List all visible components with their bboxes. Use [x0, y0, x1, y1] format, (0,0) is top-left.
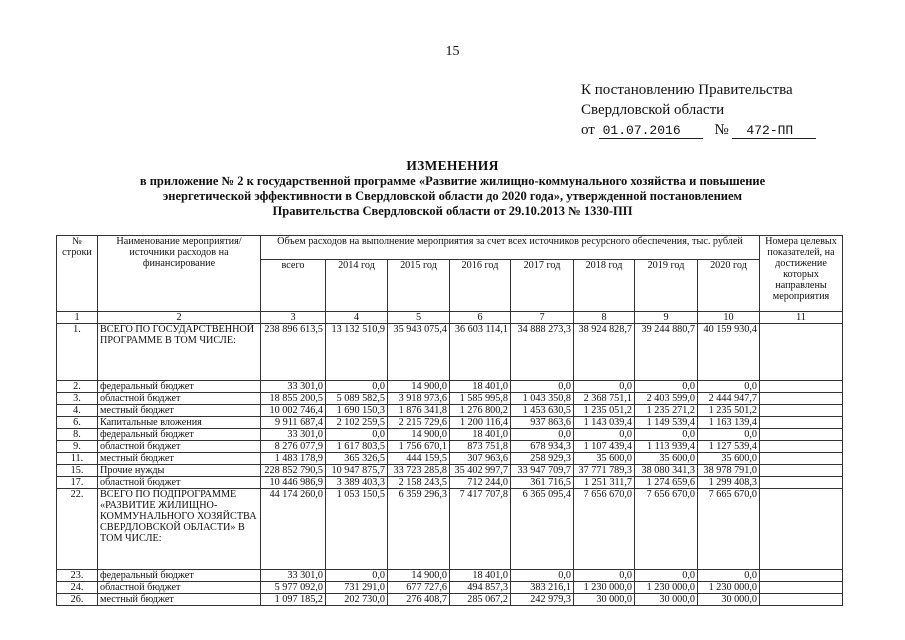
- cell-total: 33 301,0: [261, 429, 326, 441]
- table-row: [57, 429, 843, 441]
- row-number: 17.: [57, 477, 98, 489]
- title-line-2: энергетической эффективности в Свердловской области до 2020 года», утвержденной постановлением: [162, 189, 743, 203]
- cell-y2017: 33 947 709,7: [511, 465, 574, 477]
- cell-y2019: 1 274 659,6: [635, 477, 698, 489]
- row-targets: [760, 465, 843, 477]
- cell-y2017: 383 216,1: [511, 582, 574, 594]
- page-number: 15: [445, 44, 460, 59]
- cell-total: 18 855 200,5: [261, 393, 326, 405]
- table-row: [57, 453, 843, 465]
- header-year: 2015 год: [388, 260, 450, 312]
- cell-y2020: 1 235 501,2: [698, 405, 760, 417]
- cell-y2014: 365 326,5: [326, 453, 388, 465]
- cell-y2017: 678 934,3: [511, 441, 574, 453]
- cell-y2018: 1 107 439,4: [574, 441, 635, 453]
- cell-y2020: 1 163 139,4: [698, 417, 760, 429]
- row-number: 15.: [57, 465, 98, 477]
- title-line-1: в приложение № 2 к государственной программе «Развитие жилищно-коммунального хозяйства и повышение: [139, 174, 766, 188]
- cell-y2020: 38 978 791,0: [698, 465, 760, 477]
- row-number: 6.: [57, 417, 98, 429]
- column-index: 6: [450, 312, 511, 324]
- cell-y2016: 18 401,0: [450, 570, 511, 582]
- row-name: местный бюджет: [98, 405, 261, 417]
- row-targets: [760, 477, 843, 489]
- cell-y2019: 1 230 000,0: [635, 582, 698, 594]
- cell-total: 9 911 687,4: [261, 417, 326, 429]
- cell-y2019: 30 000,0: [635, 594, 698, 606]
- row-name: областной бюджет: [98, 582, 261, 594]
- cell-total: 44 174 260,0: [261, 489, 326, 570]
- row-name: Капитальные вложения: [98, 417, 261, 429]
- column-index: 5: [388, 312, 450, 324]
- cell-y2015: 14 900,0: [388, 570, 450, 582]
- row-name: ВСЕГО ПО ГОСУДАРСТВЕННОЙ ПРОГРАММЕ В ТОМ ЧИСЛЕ:: [98, 324, 261, 381]
- attachment-line-2: Свердловской области: [581, 102, 725, 118]
- cell-y2014: 0,0: [326, 570, 388, 582]
- cell-y2014: 731 291,0: [326, 582, 388, 594]
- cell-y2015: 14 900,0: [388, 381, 450, 393]
- cell-y2018: 0,0: [574, 381, 635, 393]
- table-row: [57, 381, 843, 393]
- row-name: местный бюджет: [98, 594, 261, 606]
- cell-y2018: 7 656 670,0: [574, 489, 635, 570]
- header-targets: Номера целевых показателей, на достижение которых направлены мероприятия: [760, 236, 843, 312]
- cell-y2017: 34 888 273,3: [511, 324, 574, 381]
- title-heading: ИЗМЕНЕНИЯ: [406, 158, 499, 173]
- cell-y2016: 35 402 997,7: [450, 465, 511, 477]
- cell-y2020: 1 299 408,3: [698, 477, 760, 489]
- header-year: 2020 год: [698, 260, 760, 312]
- row-targets: [760, 453, 843, 465]
- header-row-1: [57, 236, 843, 260]
- cell-y2019: 0,0: [635, 381, 698, 393]
- cell-y2018: 2 368 751,1: [574, 393, 635, 405]
- table-row: [57, 477, 843, 489]
- row-name: федеральный бюджет: [98, 381, 261, 393]
- document-title: [110, 158, 795, 219]
- table-row: [57, 405, 843, 417]
- header-name: Наименование мероприятия/источники расходов на финансирование: [98, 236, 261, 312]
- row-number: 8.: [57, 429, 98, 441]
- cell-y2018: 0,0: [574, 429, 635, 441]
- cell-y2015: 33 723 285,8: [388, 465, 450, 477]
- number-label: №: [714, 122, 729, 138]
- cell-y2018: 1 230 000,0: [574, 582, 635, 594]
- row-number: 9.: [57, 441, 98, 453]
- cell-y2014: 5 089 582,5: [326, 393, 388, 405]
- row-name: областной бюджет: [98, 477, 261, 489]
- table-row: [57, 393, 843, 405]
- cell-total: 33 301,0: [261, 381, 326, 393]
- cell-y2020: 0,0: [698, 570, 760, 582]
- header-volume: Объем расходов на выполнение мероприятия за счет всех источников ресурсного обеспечения, тыс. рублей: [261, 236, 760, 260]
- row-targets: [760, 324, 843, 381]
- row-number: 23.: [57, 570, 98, 582]
- column-index: 1: [57, 312, 98, 324]
- cell-y2019: 35 600,0: [635, 453, 698, 465]
- cell-y2020: 35 600,0: [698, 453, 760, 465]
- cell-y2016: 712 244,0: [450, 477, 511, 489]
- column-index: 9: [635, 312, 698, 324]
- cell-y2020: 7 665 670,0: [698, 489, 760, 570]
- cell-y2014: 10 947 875,7: [326, 465, 388, 477]
- cell-y2019: 0,0: [635, 570, 698, 582]
- column-index: 10: [698, 312, 760, 324]
- cell-y2016: 1 200 116,4: [450, 417, 511, 429]
- cell-y2015: 2 158 243,5: [388, 477, 450, 489]
- header-year: 2016 год: [450, 260, 511, 312]
- cell-y2015: 1 756 670,1: [388, 441, 450, 453]
- cell-total: 1 483 178,9: [261, 453, 326, 465]
- column-index: 8: [574, 312, 635, 324]
- cell-total: 1 097 185,2: [261, 594, 326, 606]
- cell-y2015: 35 943 075,4: [388, 324, 450, 381]
- column-index: 3: [261, 312, 326, 324]
- cell-y2018: 0,0: [574, 570, 635, 582]
- header-row-number: № строки: [57, 236, 98, 312]
- cell-y2019: 7 656 670,0: [635, 489, 698, 570]
- row-targets: [760, 582, 843, 594]
- cell-y2014: 2 102 259,5: [326, 417, 388, 429]
- row-name: областной бюджет: [98, 393, 261, 405]
- cell-y2016: 307 963,6: [450, 453, 511, 465]
- header-year: 2019 год: [635, 260, 698, 312]
- row-name: Прочие нужды: [98, 465, 261, 477]
- row-name: федеральный бюджет: [98, 429, 261, 441]
- cell-y2018: 1 143 039,4: [574, 417, 635, 429]
- cell-y2016: 36 603 114,1: [450, 324, 511, 381]
- cell-y2015: 444 159,5: [388, 453, 450, 465]
- row-targets: [760, 570, 843, 582]
- column-index: 11: [760, 312, 843, 324]
- row-targets: [760, 489, 843, 570]
- row-name: федеральный бюджет: [98, 570, 261, 582]
- header-year: 2017 год: [511, 260, 574, 312]
- cell-y2016: 7 417 707,8: [450, 489, 511, 570]
- cell-y2015: 6 359 296,3: [388, 489, 450, 570]
- cell-y2015: 3 918 973,6: [388, 393, 450, 405]
- cell-y2017: 361 716,5: [511, 477, 574, 489]
- cell-total: 228 852 790,5: [261, 465, 326, 477]
- cell-total: 10 002 746,4: [261, 405, 326, 417]
- cell-y2018: 30 000,0: [574, 594, 635, 606]
- row-number: 1.: [57, 324, 98, 381]
- cell-total: 5 977 092,0: [261, 582, 326, 594]
- cell-y2014: 0,0: [326, 429, 388, 441]
- column-index-row: [57, 312, 843, 324]
- cell-y2018: 35 600,0: [574, 453, 635, 465]
- table-row: [57, 417, 843, 429]
- row-name: областной бюджет: [98, 441, 261, 453]
- cell-y2014: 1 617 803,5: [326, 441, 388, 453]
- cell-y2016: 873 751,8: [450, 441, 511, 453]
- row-number: 26.: [57, 594, 98, 606]
- header-year: 2018 год: [574, 260, 635, 312]
- cell-y2020: 0,0: [698, 381, 760, 393]
- cell-y2017: 0,0: [511, 381, 574, 393]
- cell-y2019: 2 403 599,0: [635, 393, 698, 405]
- cell-y2015: 276 408,7: [388, 594, 450, 606]
- cell-y2019: 38 080 341,3: [635, 465, 698, 477]
- cell-y2014: 13 132 510,9: [326, 324, 388, 381]
- row-targets: [760, 429, 843, 441]
- cell-y2019: 1 113 939,4: [635, 441, 698, 453]
- cell-y2016: 18 401,0: [450, 381, 511, 393]
- cell-y2019: 1 235 271,2: [635, 405, 698, 417]
- row-number: 22.: [57, 489, 98, 570]
- header-year: 2014 год: [326, 260, 388, 312]
- cell-y2014: 1 053 150,5: [326, 489, 388, 570]
- cell-y2018: 1 251 311,7: [574, 477, 635, 489]
- row-number: 2.: [57, 381, 98, 393]
- row-name: ВСЕГО ПО ПОДПРОГРАММЕ «РАЗВИТИЕ ЖИЛИЩНО-КОММУНАЛЬНОГО ХОЗЯЙСТВА СВЕРДЛОВСКОЙ ОБЛАСТИ» В ТОМ ЧИСЛЕ:: [98, 489, 261, 570]
- cell-y2015: 1 876 341,8: [388, 405, 450, 417]
- cell-total: 10 446 986,9: [261, 477, 326, 489]
- cell-total: 238 896 613,5: [261, 324, 326, 381]
- cell-y2018: 1 235 051,2: [574, 405, 635, 417]
- expenses-table: [56, 235, 843, 606]
- attachment-line-1: К постановлению Правительства: [581, 82, 793, 98]
- table-row: [57, 594, 843, 606]
- table-row: [57, 489, 843, 570]
- table-row: [57, 441, 843, 453]
- cell-y2020: 2 444 947,7: [698, 393, 760, 405]
- cell-y2017: 0,0: [511, 429, 574, 441]
- cell-y2019: 39 244 880,7: [635, 324, 698, 381]
- cell-y2017: 1 043 350,8: [511, 393, 574, 405]
- table-row: [57, 324, 843, 381]
- column-index: 4: [326, 312, 388, 324]
- column-index: 2: [98, 312, 261, 324]
- title-line-3: Правительства Свердловской области от 29.10.2013 № 1330-ПП: [272, 204, 633, 218]
- cell-y2019: 0,0: [635, 429, 698, 441]
- row-targets: [760, 417, 843, 429]
- cell-y2014: 1 690 150,3: [326, 405, 388, 417]
- cell-y2018: 37 771 789,3: [574, 465, 635, 477]
- from-label: от: [581, 122, 595, 138]
- cell-y2019: 1 149 539,4: [635, 417, 698, 429]
- cell-y2020: 1 127 539,4: [698, 441, 760, 453]
- cell-y2016: 1 585 995,8: [450, 393, 511, 405]
- header-year: всего: [261, 260, 326, 312]
- cell-y2017: 1 453 630,5: [511, 405, 574, 417]
- cell-y2020: 30 000,0: [698, 594, 760, 606]
- attachment-date-line: [581, 120, 816, 140]
- cell-y2015: 14 900,0: [388, 429, 450, 441]
- table-row: [57, 465, 843, 477]
- cell-y2015: 677 727,6: [388, 582, 450, 594]
- cell-y2017: 242 979,3: [511, 594, 574, 606]
- row-name: местный бюджет: [98, 453, 261, 465]
- cell-y2017: 258 929,3: [511, 453, 574, 465]
- cell-y2017: 6 365 095,4: [511, 489, 574, 570]
- cell-total: 8 276 077,9: [261, 441, 326, 453]
- row-targets: [760, 594, 843, 606]
- cell-y2015: 2 215 729,6: [388, 417, 450, 429]
- cell-y2020: 0,0: [698, 429, 760, 441]
- document-date: 01.07.2016: [599, 124, 703, 139]
- cell-y2020: 40 159 930,4: [698, 324, 760, 381]
- row-targets: [760, 381, 843, 393]
- cell-y2016: 494 857,3: [450, 582, 511, 594]
- row-number: 11.: [57, 453, 98, 465]
- cell-total: 33 301,0: [261, 570, 326, 582]
- cell-y2016: 18 401,0: [450, 429, 511, 441]
- table-body: [57, 324, 843, 606]
- table-row: [57, 570, 843, 582]
- cell-y2017: 937 863,6: [511, 417, 574, 429]
- row-number: 24.: [57, 582, 98, 594]
- row-number: 4.: [57, 405, 98, 417]
- row-targets: [760, 393, 843, 405]
- row-targets: [760, 441, 843, 453]
- cell-y2018: 38 924 828,7: [574, 324, 635, 381]
- row-number: 3.: [57, 393, 98, 405]
- table-row: [57, 582, 843, 594]
- cell-y2016: 1 276 800,2: [450, 405, 511, 417]
- cell-y2020: 1 230 000,0: [698, 582, 760, 594]
- row-targets: [760, 405, 843, 417]
- cell-y2014: 3 389 403,3: [326, 477, 388, 489]
- cell-y2014: 0,0: [326, 381, 388, 393]
- column-index: 7: [511, 312, 574, 324]
- cell-y2014: 202 730,0: [326, 594, 388, 606]
- document-number: 472-ПП: [732, 124, 816, 139]
- cell-y2017: 0,0: [511, 570, 574, 582]
- attachment-block: [581, 80, 816, 140]
- cell-y2016: 285 067,2: [450, 594, 511, 606]
